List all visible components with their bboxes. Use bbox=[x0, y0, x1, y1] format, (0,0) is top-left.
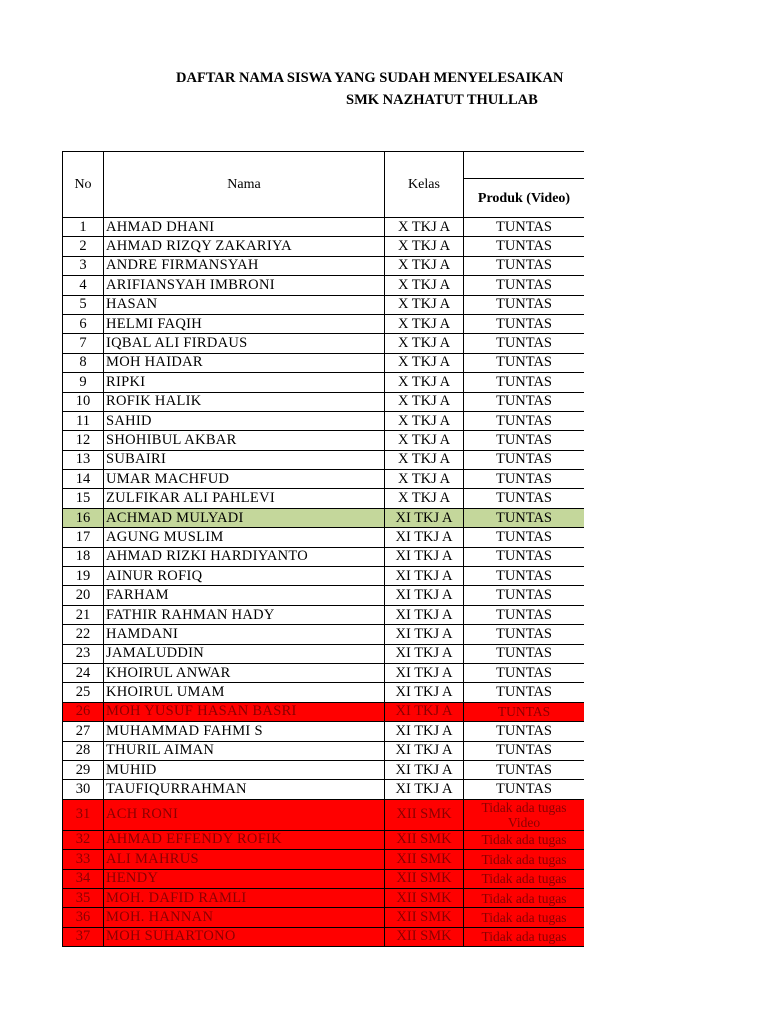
student-class: XI TKJ A bbox=[385, 567, 464, 586]
student-name: AHMAD EFFENDY ROFIK bbox=[104, 830, 385, 849]
student-name: MUHAMMAD FAHMI S bbox=[104, 722, 385, 741]
student-class: X TKJ A bbox=[385, 450, 464, 469]
student-name: ARIFIANSYAH IMBRONI bbox=[104, 276, 385, 295]
table-row bbox=[63, 431, 585, 450]
table-row bbox=[63, 605, 585, 624]
student-class: XI TKJ A bbox=[385, 702, 464, 721]
row-number: 23 bbox=[63, 644, 104, 663]
row-number: 2 bbox=[63, 237, 104, 256]
student-name: KHOIRUL ANWAR bbox=[104, 663, 385, 682]
student-table bbox=[62, 151, 584, 947]
table-row bbox=[63, 741, 585, 760]
table-row bbox=[63, 888, 585, 907]
student-name: HAMDANI bbox=[104, 625, 385, 644]
table-row bbox=[63, 373, 585, 392]
row-number: 8 bbox=[63, 353, 104, 372]
student-name: MOH HAIDAR bbox=[104, 353, 385, 372]
status-cell: Tidak ada tugas bbox=[464, 888, 585, 907]
student-name: ANDRE FIRMANSYAH bbox=[104, 256, 385, 275]
student-name: MOH. DAFID RAMLI bbox=[104, 888, 385, 907]
student-class: X TKJ A bbox=[385, 334, 464, 353]
status-cell: TUNTAS bbox=[464, 353, 585, 372]
table-row bbox=[63, 256, 585, 275]
row-number: 35 bbox=[63, 888, 104, 907]
row-number: 12 bbox=[63, 431, 104, 450]
student-class: X TKJ A bbox=[385, 218, 464, 237]
table-row bbox=[63, 869, 585, 888]
student-class: XII SMK bbox=[385, 908, 464, 927]
student-class: X TKJ A bbox=[385, 276, 464, 295]
row-number: 15 bbox=[63, 489, 104, 508]
student-name: RIPKI bbox=[104, 373, 385, 392]
student-class: XI TKJ A bbox=[385, 780, 464, 799]
student-name: AGUNG MUSLIM bbox=[104, 528, 385, 547]
student-name: JAMALUDDIN bbox=[104, 644, 385, 663]
status-cell: TUNTAS bbox=[464, 470, 585, 489]
row-number: 31 bbox=[63, 799, 104, 830]
table-row bbox=[63, 353, 585, 372]
student-name: MOH. HANNAN bbox=[104, 908, 385, 927]
row-number: 36 bbox=[63, 908, 104, 927]
table-row bbox=[63, 567, 585, 586]
table-row bbox=[63, 237, 585, 256]
status-cell: Tidak ada tugas bbox=[464, 869, 585, 888]
student-name: IQBAL ALI FIRDAUS bbox=[104, 334, 385, 353]
row-number: 22 bbox=[63, 625, 104, 644]
student-class: X TKJ A bbox=[385, 256, 464, 275]
student-name: HELMI FAQIH bbox=[104, 314, 385, 333]
row-number: 21 bbox=[63, 605, 104, 624]
student-class: XII SMK bbox=[385, 869, 464, 888]
student-name: AHMAD DHANI bbox=[104, 218, 385, 237]
student-class: X TKJ A bbox=[385, 470, 464, 489]
student-class: X TKJ A bbox=[385, 314, 464, 333]
status-cell: Tidak ada tugas Video bbox=[464, 799, 585, 830]
status-cell: TUNTAS bbox=[464, 605, 585, 624]
table-row bbox=[63, 411, 585, 430]
row-number: 11 bbox=[63, 411, 104, 430]
table-row bbox=[63, 927, 585, 946]
student-class: XI TKJ A bbox=[385, 644, 464, 663]
status-cell: TUNTAS bbox=[464, 489, 585, 508]
table-row bbox=[63, 470, 585, 489]
status-cell: TUNTAS bbox=[464, 760, 585, 779]
table-row bbox=[63, 295, 585, 314]
table-row bbox=[63, 683, 585, 702]
table-row bbox=[63, 450, 585, 469]
status-cell: TUNTAS bbox=[464, 237, 585, 256]
table-row bbox=[63, 850, 585, 869]
student-name: MUHID bbox=[104, 760, 385, 779]
student-class: XII SMK bbox=[385, 850, 464, 869]
row-number: 19 bbox=[63, 567, 104, 586]
row-number: 7 bbox=[63, 334, 104, 353]
student-class: XI TKJ A bbox=[385, 508, 464, 527]
student-name: AHMAD RIZQY ZAKARIYA bbox=[104, 237, 385, 256]
row-number: 20 bbox=[63, 586, 104, 605]
row-number: 30 bbox=[63, 780, 104, 799]
status-cell: Tidak ada tugas bbox=[464, 830, 585, 849]
student-name: AHMAD RIZKI HARDIYANTO bbox=[104, 547, 385, 566]
table-row bbox=[63, 799, 585, 830]
status-cell: TUNTAS bbox=[464, 218, 585, 237]
student-class: XI TKJ A bbox=[385, 586, 464, 605]
student-class: X TKJ A bbox=[385, 392, 464, 411]
status-cell: TUNTAS bbox=[464, 780, 585, 799]
table-row bbox=[63, 489, 585, 508]
student-name: SUBAIRI bbox=[104, 450, 385, 469]
row-number: 32 bbox=[63, 830, 104, 849]
status-cell: TUNTAS bbox=[464, 702, 585, 721]
student-name: MOH YUSUF HASAN BASRI bbox=[104, 702, 385, 721]
table-row bbox=[63, 528, 585, 547]
student-class: X TKJ A bbox=[385, 373, 464, 392]
status-cell: TUNTAS bbox=[464, 276, 585, 295]
status-cell: TUNTAS bbox=[464, 722, 585, 741]
status-cell: TUNTAS bbox=[464, 567, 585, 586]
status-cell: TUNTAS bbox=[464, 256, 585, 275]
status-cell: TUNTAS bbox=[464, 625, 585, 644]
row-number: 33 bbox=[63, 850, 104, 869]
row-number: 34 bbox=[63, 869, 104, 888]
status-cell: TUNTAS bbox=[464, 392, 585, 411]
header-kelas: Kelas bbox=[385, 152, 464, 218]
status-cell: TUNTAS bbox=[464, 295, 585, 314]
table-row bbox=[63, 702, 585, 721]
student-name: HENDY bbox=[104, 869, 385, 888]
table-row bbox=[63, 392, 585, 411]
header-no: No bbox=[63, 152, 104, 218]
status-cell: TUNTAS bbox=[464, 547, 585, 566]
row-number: 28 bbox=[63, 741, 104, 760]
student-class: XII SMK bbox=[385, 799, 464, 830]
student-name: SHOHIBUL AKBAR bbox=[104, 431, 385, 450]
student-class: XI TKJ A bbox=[385, 741, 464, 760]
student-name: KHOIRUL UMAM bbox=[104, 683, 385, 702]
student-class: XI TKJ A bbox=[385, 760, 464, 779]
student-class: XII SMK bbox=[385, 830, 464, 849]
row-number: 29 bbox=[63, 760, 104, 779]
row-number: 4 bbox=[63, 276, 104, 295]
table-row bbox=[63, 722, 585, 741]
row-number: 3 bbox=[63, 256, 104, 275]
status-cell: TUNTAS bbox=[464, 586, 585, 605]
header-group-cell bbox=[464, 152, 585, 179]
status-cell: TUNTAS bbox=[464, 373, 585, 392]
header-produk-video: Produk (Video) bbox=[464, 179, 585, 218]
row-number: 10 bbox=[63, 392, 104, 411]
row-number: 5 bbox=[63, 295, 104, 314]
document-title: DAFTAR NAMA SISWA YANG SUDAH MENYELESAIKAN bbox=[176, 70, 564, 86]
status-cell: TUNTAS bbox=[464, 431, 585, 450]
student-class: XI TKJ A bbox=[385, 683, 464, 702]
row-number: 18 bbox=[63, 547, 104, 566]
student-class: XI TKJ A bbox=[385, 605, 464, 624]
status-cell: TUNTAS bbox=[464, 663, 585, 682]
student-class: XI TKJ A bbox=[385, 528, 464, 547]
student-name: SAHID bbox=[104, 411, 385, 430]
row-number: 16 bbox=[63, 508, 104, 527]
header-nama: Nama bbox=[104, 152, 385, 218]
table-row bbox=[63, 644, 585, 663]
status-cell: Tidak ada tugas bbox=[464, 850, 585, 869]
row-number: 26 bbox=[63, 702, 104, 721]
table-body bbox=[63, 218, 585, 947]
student-class: XI TKJ A bbox=[385, 663, 464, 682]
student-name: THURIL AIMAN bbox=[104, 741, 385, 760]
student-name: TAUFIQURRAHMAN bbox=[104, 780, 385, 799]
student-name: AINUR ROFIQ bbox=[104, 567, 385, 586]
status-cell: TUNTAS bbox=[464, 508, 585, 527]
row-number: 37 bbox=[63, 927, 104, 946]
student-name: ROFIK HALIK bbox=[104, 392, 385, 411]
table-row bbox=[63, 780, 585, 799]
table-row bbox=[63, 830, 585, 849]
table-row bbox=[63, 314, 585, 333]
table-row bbox=[63, 276, 585, 295]
student-name: UMAR MACHFUD bbox=[104, 470, 385, 489]
status-cell: TUNTAS bbox=[464, 411, 585, 430]
row-number: 1 bbox=[63, 218, 104, 237]
status-cell: TUNTAS bbox=[464, 644, 585, 663]
status-cell: TUNTAS bbox=[464, 314, 585, 333]
status-cell: TUNTAS bbox=[464, 683, 585, 702]
status-cell: Tidak ada tugas bbox=[464, 908, 585, 927]
student-class: XII SMK bbox=[385, 927, 464, 946]
status-cell: Tidak ada tugas bbox=[464, 927, 585, 946]
status-cell: TUNTAS bbox=[464, 528, 585, 547]
status-cell: TUNTAS bbox=[464, 334, 585, 353]
row-number: 9 bbox=[63, 373, 104, 392]
table-row bbox=[63, 508, 585, 527]
student-class: X TKJ A bbox=[385, 489, 464, 508]
table-row bbox=[63, 547, 585, 566]
table-row bbox=[63, 625, 585, 644]
student-name: FATHIR RAHMAN HADY bbox=[104, 605, 385, 624]
student-name: ACHMAD MULYADI bbox=[104, 508, 385, 527]
student-class: X TKJ A bbox=[385, 295, 464, 314]
student-name: ACH RONI bbox=[104, 799, 385, 830]
row-number: 17 bbox=[63, 528, 104, 547]
school-name: SMK NAZHATUT THULLAB bbox=[346, 92, 538, 108]
row-number: 27 bbox=[63, 722, 104, 741]
table-row bbox=[63, 586, 585, 605]
student-name: HASAN bbox=[104, 295, 385, 314]
student-class: X TKJ A bbox=[385, 431, 464, 450]
table-row bbox=[63, 760, 585, 779]
student-class: X TKJ A bbox=[385, 237, 464, 256]
student-table-container bbox=[62, 151, 584, 951]
student-name: FARHAM bbox=[104, 586, 385, 605]
student-class: XII SMK bbox=[385, 888, 464, 907]
student-class: XI TKJ A bbox=[385, 547, 464, 566]
table-row bbox=[63, 334, 585, 353]
row-number: 13 bbox=[63, 450, 104, 469]
row-number: 6 bbox=[63, 314, 104, 333]
row-number: 24 bbox=[63, 663, 104, 682]
student-class: XI TKJ A bbox=[385, 625, 464, 644]
student-class: XI TKJ A bbox=[385, 722, 464, 741]
student-class: X TKJ A bbox=[385, 411, 464, 430]
row-number: 14 bbox=[63, 470, 104, 489]
student-name: MOH SUHARTONO bbox=[104, 927, 385, 946]
student-class: X TKJ A bbox=[385, 353, 464, 372]
row-number: 25 bbox=[63, 683, 104, 702]
student-name: ZULFIKAR ALI PAHLEVI bbox=[104, 489, 385, 508]
student-name: ALI MAHRUS bbox=[104, 850, 385, 869]
status-cell: TUNTAS bbox=[464, 741, 585, 760]
status-cell: TUNTAS bbox=[464, 450, 585, 469]
table-row bbox=[63, 663, 585, 682]
table-row bbox=[63, 218, 585, 237]
table-row bbox=[63, 908, 585, 927]
